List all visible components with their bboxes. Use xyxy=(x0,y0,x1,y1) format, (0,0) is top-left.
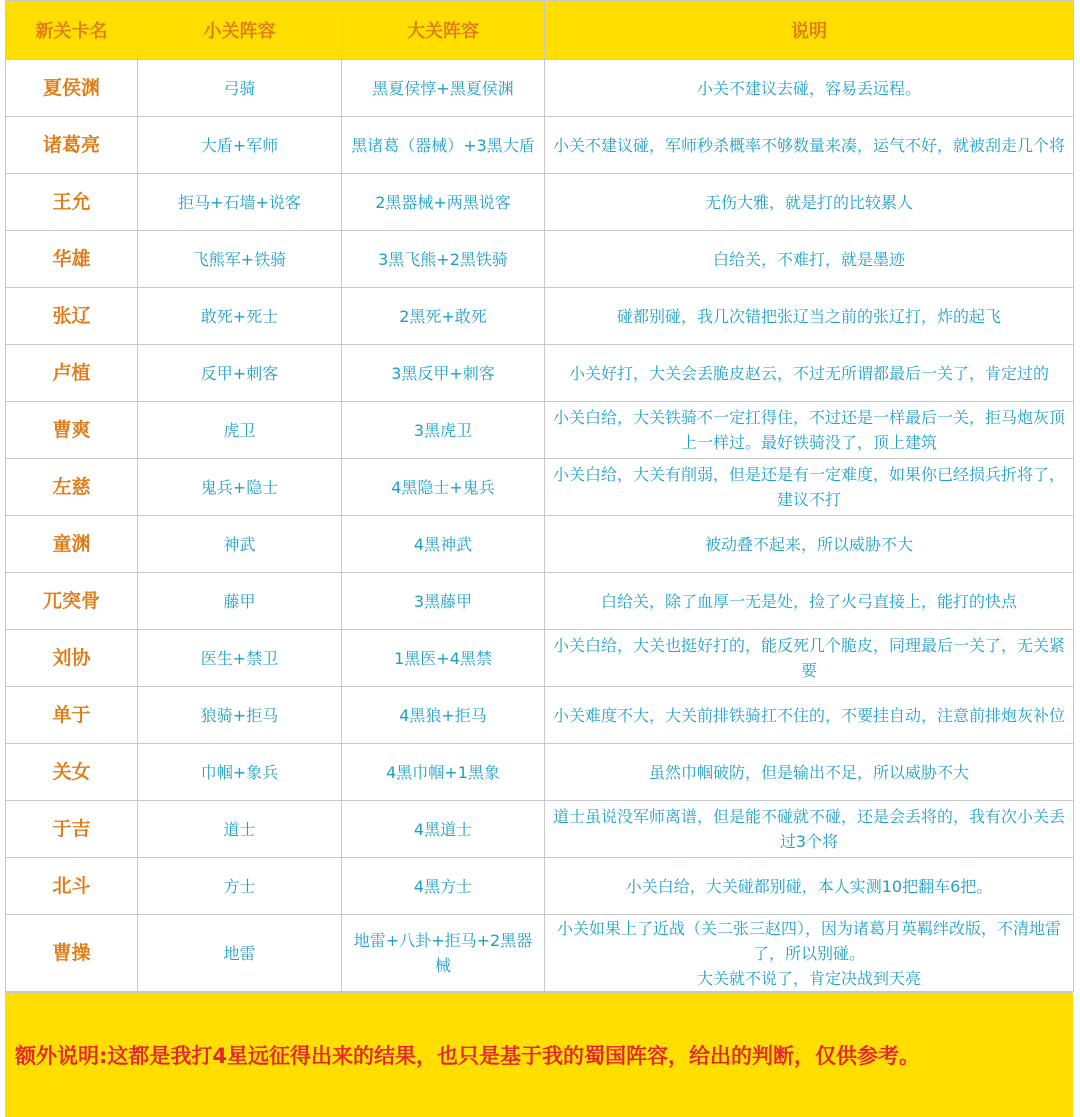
stage-name: 左慈 xyxy=(6,459,138,516)
stage-name: 童渊 xyxy=(6,516,138,573)
stage-name: 夏侯渊 xyxy=(6,60,138,117)
note: 被动叠不起来，所以威胁不大 xyxy=(545,516,1074,573)
table-row xyxy=(6,459,1074,516)
big-lineup: 3黑飞熊+2黑铁骑 xyxy=(342,231,545,288)
stage-name: 兀突骨 xyxy=(6,573,138,630)
footer-note xyxy=(5,992,1073,1117)
small-lineup: 地雷 xyxy=(138,915,342,992)
stage-name: 诸葛亮 xyxy=(6,117,138,174)
note: 小关白给，大关碰都别碰，本人实测10把翻车6把。 xyxy=(545,858,1074,915)
note: 小关白给，大关有削弱，但是还是有一定难度，如果你已经损兵折将了，建议不打 xyxy=(545,459,1074,516)
header-big-lineup: 大关阵容 xyxy=(342,1,545,60)
big-lineup: 1黑医+4黑禁 xyxy=(342,630,545,687)
big-lineup: 4黑方士 xyxy=(342,858,545,915)
big-lineup: 3黑虎卫 xyxy=(342,402,545,459)
small-lineup: 鬼兵+隐士 xyxy=(138,459,342,516)
table-row xyxy=(6,288,1074,345)
small-lineup: 藤甲 xyxy=(138,573,342,630)
header-small-lineup: 小关阵容 xyxy=(138,1,342,60)
note: 小关白给，大关也挺好打的，能反死几个脆皮，同理最后一关了，无关紧要 xyxy=(545,630,1074,687)
note: 虽然巾帼破防，但是输出不足，所以威胁不大 xyxy=(545,744,1074,801)
big-lineup: 4黑神武 xyxy=(342,516,545,573)
big-lineup: 2黑器械+两黑说客 xyxy=(342,174,545,231)
small-lineup: 道士 xyxy=(138,801,342,858)
small-lineup: 反甲+刺客 xyxy=(138,345,342,402)
small-lineup: 狼骑+拒马 xyxy=(138,687,342,744)
lineup-table xyxy=(5,0,1074,992)
note: 无伤大雅，就是打的比较累人 xyxy=(545,174,1074,231)
stage-name: 曹操 xyxy=(6,915,138,992)
small-lineup: 神武 xyxy=(138,516,342,573)
table-row xyxy=(6,402,1074,459)
table-row xyxy=(6,60,1074,117)
note xyxy=(545,915,1074,992)
note: 道士虽说没军师离谱，但是能不碰就不碰，还是会丢将的，我有次小关丢过3个将 xyxy=(545,801,1074,858)
table-row xyxy=(6,117,1074,174)
header-stage-name: 新关卡名 xyxy=(6,1,138,60)
table-row xyxy=(6,687,1074,744)
small-lineup: 大盾+军师 xyxy=(138,117,342,174)
big-lineup: 3黑藤甲 xyxy=(342,573,545,630)
note-line: 小关如果上了近战（关二张三赵四），因为诸葛月英羁绊改版，不清地雷了，所以别碰。 xyxy=(556,918,1061,963)
stage-name: 于吉 xyxy=(6,801,138,858)
footer-text: 额外说明:这都是我打4星远征得出来的结果，也只是基于我的蜀国阵容，给出的判断，仅供参考。 xyxy=(15,1044,921,1068)
table-row xyxy=(6,174,1074,231)
small-lineup: 方士 xyxy=(138,858,342,915)
note-line: 大关就不说了，肯定决战到天亮 xyxy=(696,968,921,988)
stage-name: 刘协 xyxy=(6,630,138,687)
stage-name: 华雄 xyxy=(6,231,138,288)
big-lineup: 地雷+八卦+拒马+2黑器械 xyxy=(342,915,545,992)
table-row xyxy=(6,630,1074,687)
note: 小关好打，大关会丢脆皮赵云，不过无所谓都最后一关了，肯定过的 xyxy=(545,345,1074,402)
stage-name: 卢植 xyxy=(6,345,138,402)
stage-name: 王允 xyxy=(6,174,138,231)
big-lineup: 3黑反甲+刺客 xyxy=(342,345,545,402)
big-lineup: 4黑隐士+鬼兵 xyxy=(342,459,545,516)
note: 小关难度不大，大关前排铁骑扛不住的，不要挂自动，注意前排炮灰补位 xyxy=(545,687,1074,744)
big-lineup: 2黑死+敢死 xyxy=(342,288,545,345)
small-lineup: 敢死+死士 xyxy=(138,288,342,345)
header-row xyxy=(6,1,1074,60)
small-lineup: 医生+禁卫 xyxy=(138,630,342,687)
header-notes: 说明 xyxy=(545,1,1074,60)
table-row xyxy=(6,345,1074,402)
note: 小关不建议去碰，容易丢远程。 xyxy=(545,60,1074,117)
stage-name: 单于 xyxy=(6,687,138,744)
stage-name: 关女 xyxy=(6,744,138,801)
small-lineup: 弓骑 xyxy=(138,60,342,117)
table-row xyxy=(6,858,1074,915)
note: 白给关，除了血厚一无是处，捡了火弓直接上，能打的快点 xyxy=(545,573,1074,630)
strategy-sheet xyxy=(5,0,1073,1117)
big-lineup: 4黑狼+拒马 xyxy=(342,687,545,744)
table-row xyxy=(6,573,1074,630)
big-lineup: 4黑巾帼+1黑象 xyxy=(342,744,545,801)
note: 小关不建议碰，军师秒杀概率不够数量来凑，运气不好，就被刮走几个将 xyxy=(545,117,1074,174)
table-row xyxy=(6,915,1074,992)
table-row xyxy=(6,231,1074,288)
small-lineup: 飞熊军+铁骑 xyxy=(138,231,342,288)
note: 小关白给，大关铁骑不一定扛得住，不过还是一样最后一关，拒马炮灰顶上一样过。最好铁骑没了，顶上建筑 xyxy=(545,402,1074,459)
table-row xyxy=(6,801,1074,858)
small-lineup: 虎卫 xyxy=(138,402,342,459)
stage-name: 张辽 xyxy=(6,288,138,345)
stage-name: 北斗 xyxy=(6,858,138,915)
small-lineup: 拒马+石墙+说客 xyxy=(138,174,342,231)
stage-name: 曹爽 xyxy=(6,402,138,459)
big-lineup: 黑夏侯惇+黑夏侯渊 xyxy=(342,60,545,117)
table-row xyxy=(6,516,1074,573)
big-lineup: 黑诸葛（器械）+3黑大盾 xyxy=(342,117,545,174)
small-lineup: 巾帼+象兵 xyxy=(138,744,342,801)
table-row xyxy=(6,744,1074,801)
note: 碰都别碰，我几次错把张辽当之前的张辽打，炸的起飞 xyxy=(545,288,1074,345)
big-lineup: 4黑道士 xyxy=(342,801,545,858)
note: 白给关，不难打，就是墨迹 xyxy=(545,231,1074,288)
